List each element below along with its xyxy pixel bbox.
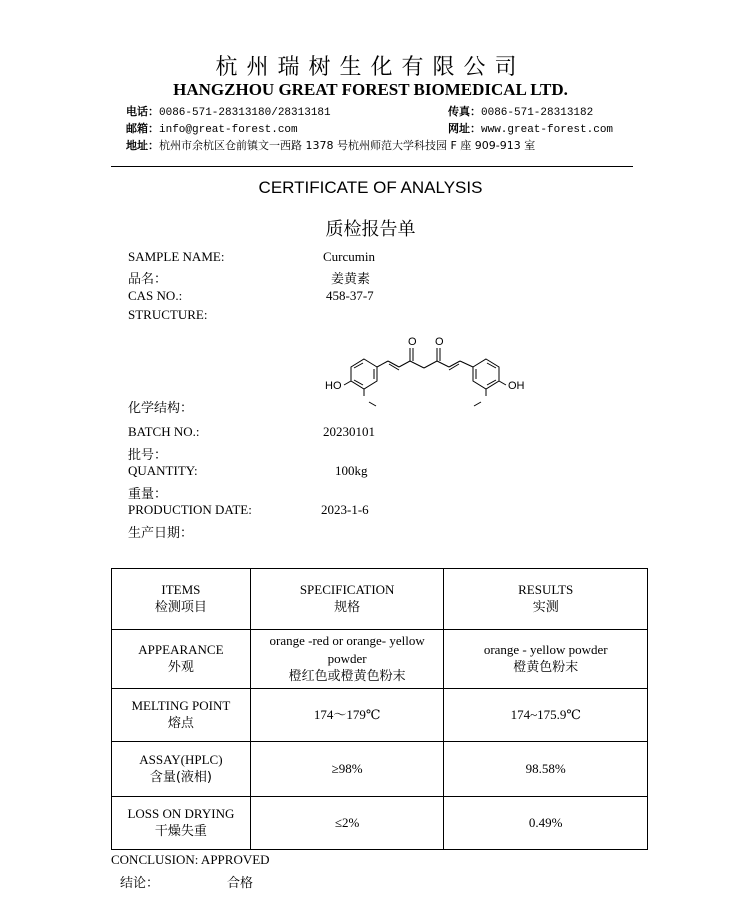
document-title-cn: 质检报告单	[325, 219, 416, 240]
conclusion-value-cn: 合格	[227, 876, 254, 891]
item-cell	[112, 689, 251, 742]
tel-label: 电话：	[126, 105, 159, 118]
sample-name-cn: 姜黄素	[331, 272, 371, 287]
cas-value: 458-37-7	[326, 288, 374, 303]
item-en: LOSS ON DRYING	[127, 806, 235, 821]
item-cn: 干燥失重	[154, 824, 207, 839]
tel-value: 0086-571-28313180/28313181	[159, 107, 331, 119]
result-cell: 174~175.9℃	[444, 689, 648, 742]
header-items	[112, 569, 251, 630]
address-line	[126, 137, 535, 153]
item-cn: 含量(液相)	[149, 770, 212, 785]
header-results-cn: 实测	[532, 600, 559, 615]
sample-name-label-cn: 品名：	[128, 272, 168, 287]
address-value: 杭州市余杭区仓前镇文一西路 1378 号杭州师范大学科技园 F 座 909-913 室	[159, 139, 536, 152]
company-name-en: HANGZHOU GREAT FOREST BIOMEDICAL LTD.	[173, 80, 568, 99]
header-specification-cn: 规格	[334, 600, 361, 615]
result-cell: 98.58%	[444, 742, 648, 797]
spec-cell: ≤2%	[250, 797, 444, 850]
sample-name-en: Curcumin	[323, 249, 375, 264]
conclusion-label-cn: 结论：	[120, 876, 160, 891]
spec-cell: 174～179℃	[250, 689, 444, 742]
right-benzene-ring	[473, 359, 499, 389]
batch-label-cn: 批号：	[128, 448, 168, 463]
item-en: APPEARANCE	[138, 642, 224, 657]
email-line	[126, 120, 298, 136]
header-items-cn: 检测项目	[154, 600, 207, 615]
fax-label: 传真：	[448, 105, 481, 118]
web-value: www.great-forest.com	[481, 124, 614, 136]
header-specification	[250, 569, 444, 630]
header-results	[444, 569, 648, 630]
carbonyl-o-right: O	[435, 336, 444, 348]
header-results-en: RESULTS	[518, 582, 574, 597]
batch-value: 20230101	[323, 424, 375, 439]
left-hydroxyl-bond	[344, 381, 351, 385]
header-items-en: ITEMS	[161, 582, 201, 597]
quantity-label-cn: 重量：	[128, 487, 168, 502]
sample-name-label-en: SAMPLE NAME:	[128, 249, 225, 264]
spec-en: orange -red or orange- yellow powder	[269, 633, 425, 666]
table-row	[112, 797, 648, 850]
spec-cell	[250, 630, 444, 689]
item-cn: 外观	[167, 660, 194, 675]
hydroxyl-left-label: HO	[325, 380, 342, 392]
production-date-value: 2023-1-6	[321, 502, 369, 517]
right-hydroxyl-bond	[499, 381, 506, 385]
production-date-label-cn: 生产日期：	[128, 526, 194, 541]
carbonyl-o-left: O	[408, 336, 417, 348]
item-cell	[112, 797, 251, 850]
table-header-row	[112, 569, 648, 630]
batch-label-en: BATCH NO.:	[128, 424, 200, 439]
company-name-cn: 杭州瑞树生化有限公司	[215, 55, 526, 80]
web-label: 网址：	[448, 122, 481, 135]
email-value: info@great-forest.com	[159, 124, 298, 136]
item-cell	[112, 742, 251, 797]
address-label: 地址：	[126, 139, 159, 152]
table-row	[112, 689, 648, 742]
hydroxyl-right-label: OH	[508, 380, 525, 392]
item-en: ASSAY(HPLC)	[139, 752, 223, 767]
structure-label-en: STRUCTURE:	[128, 307, 208, 322]
quantity-value: 100kg	[335, 463, 368, 478]
fax-line	[448, 103, 593, 119]
spec-cell: ≥98%	[250, 742, 444, 797]
result-cell	[444, 630, 648, 689]
header-specification-en: SPECIFICATION	[299, 582, 395, 597]
production-date-label-en: PRODUCTION DATE:	[128, 502, 252, 517]
cas-label: CAS NO.:	[128, 288, 183, 303]
table-row	[112, 742, 648, 797]
item-cn: 熔点	[167, 716, 194, 731]
fax-value: 0086-571-28313182	[481, 107, 594, 119]
document-title-en: CERTIFICATE OF ANALYSIS	[258, 178, 483, 197]
table-row	[112, 630, 648, 689]
tel-line	[126, 103, 331, 119]
item-cell	[112, 630, 251, 689]
result-cell: 0.49%	[444, 797, 648, 850]
web-line	[448, 120, 613, 136]
spec-cn: 橙红色或橙黄色粉末	[288, 669, 406, 684]
header-divider	[111, 166, 633, 167]
result-en: orange - yellow powder	[483, 642, 608, 657]
structure-label-cn: 化学结构：	[128, 401, 194, 416]
email-label: 邮箱：	[126, 122, 159, 135]
quantity-label-en: QUANTITY:	[128, 463, 198, 478]
result-cn: 橙黄色粉末	[513, 660, 579, 675]
left-benzene-ring	[351, 359, 377, 389]
curcumin-structure-diagram	[320, 330, 535, 410]
analysis-table	[111, 568, 648, 850]
conclusion-label-en: CONCLUSION: APPROVED	[111, 852, 270, 867]
item-en: MELTING POINT	[131, 698, 231, 713]
